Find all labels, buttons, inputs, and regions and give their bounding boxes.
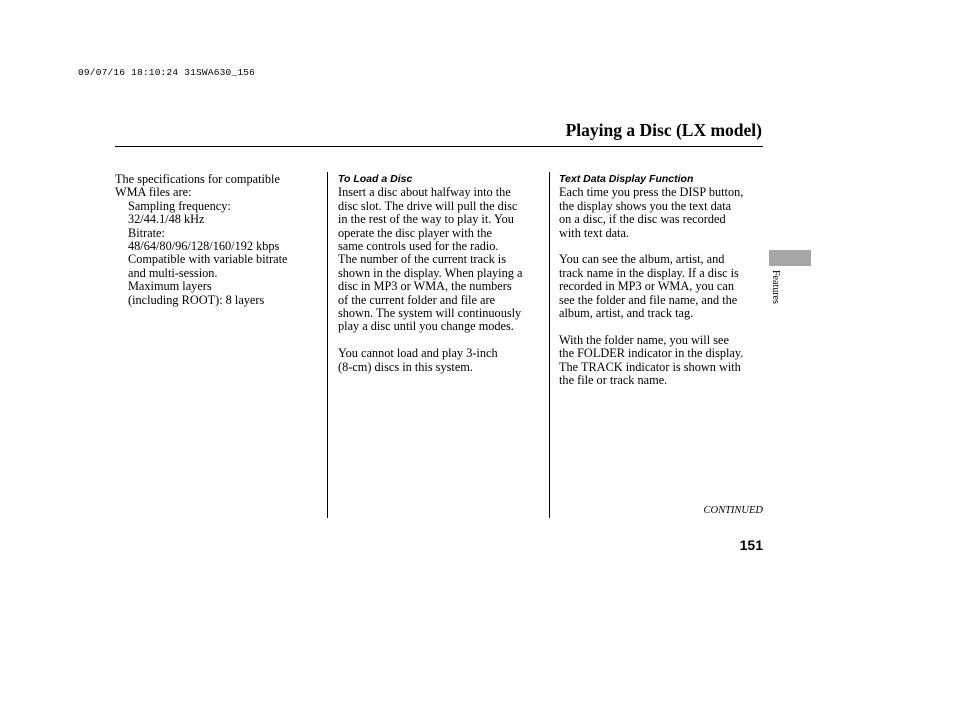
text-line: operate the disc player with the xyxy=(338,225,492,240)
specs-intro-line: The specifications for compatible xyxy=(115,172,280,186)
specs-intro-line: WMA files are: xyxy=(115,185,192,200)
text-line: same controls used for the radio. xyxy=(338,239,499,254)
specs-item: 32/44.1/48 kHz xyxy=(128,212,205,227)
section-heading-load-disc: To Load a Disc xyxy=(338,173,413,185)
text-line: album, artist, and track tag. xyxy=(559,306,694,321)
column-load-disc xyxy=(338,173,546,374)
specs-item: Compatible with variable bitrate xyxy=(128,252,288,267)
title-rule xyxy=(115,146,763,147)
text-line: on a disc, if the disc was recorded xyxy=(559,212,726,227)
page-number: 151 xyxy=(739,537,763,553)
text-line: of the current folder and file are xyxy=(338,292,496,307)
text-line: see the folder and file name, and the xyxy=(559,292,738,307)
text-line: The TRACK indicator is shown with xyxy=(559,359,741,374)
text-line: (8-cm) discs in this system. xyxy=(338,359,473,374)
specs-item: Sampling frequency: xyxy=(128,198,231,213)
specs-item: 48/64/80/96/128/160/192 kbps xyxy=(128,239,280,254)
text-line: disc slot. The drive will pull the disc xyxy=(338,198,518,213)
column-text-display xyxy=(559,173,769,387)
text-line: With the folder name, you will see xyxy=(559,332,729,347)
text-line: track name in the display. If a disc is xyxy=(559,265,739,280)
text-line: Insert a disc about halfway into the xyxy=(338,185,511,200)
specs-item: and multi-session. xyxy=(128,265,218,280)
specs-item: Bitrate: xyxy=(128,225,165,240)
text-line: shown in the display. When playing a xyxy=(338,265,523,280)
text-line: the FOLDER indicator in the display. xyxy=(559,346,744,361)
text-line: You cannot load and play 3-inch xyxy=(338,346,498,361)
text-line: with text data. xyxy=(559,225,630,240)
page-title: Playing a Disc (LX model) xyxy=(565,120,762,140)
text-line: disc in MP3 or WMA, the numbers xyxy=(338,279,512,294)
specs-item: Maximum layers xyxy=(128,279,212,294)
text-line: the display shows you the text data xyxy=(559,198,732,213)
column-divider-1 xyxy=(327,172,328,518)
text-line: the file or track name. xyxy=(559,373,668,388)
section-tab-label xyxy=(769,270,783,316)
text-line: You can see the album, artist, and xyxy=(559,252,725,267)
paragraph-gap xyxy=(338,334,546,347)
column-wma-specs xyxy=(115,173,325,307)
section-tab-marker xyxy=(769,250,811,266)
section-heading-text-display: Text Data Display Function xyxy=(559,173,694,185)
text-line: recorded in MP3 or WMA, you can xyxy=(559,279,734,294)
specs-item: (including ROOT): 8 layers xyxy=(128,292,265,307)
column-divider-2 xyxy=(549,172,550,518)
paragraph-gap xyxy=(559,320,769,333)
section-tab-text: Features xyxy=(770,270,781,304)
text-line: The number of the current track is xyxy=(338,252,506,267)
text-line: Each time you press the DISP button, xyxy=(559,185,744,200)
text-line: in the rest of the way to play it. You xyxy=(338,212,514,227)
text-line: shown. The system will continuously xyxy=(338,306,522,321)
continued-label: CONTINUED xyxy=(703,505,763,516)
text-line: play a disc until you change modes. xyxy=(338,319,514,334)
paragraph-gap xyxy=(559,240,769,253)
print-stamp: 09/07/16 18:10:24 31SWA630_156 xyxy=(78,67,256,78)
